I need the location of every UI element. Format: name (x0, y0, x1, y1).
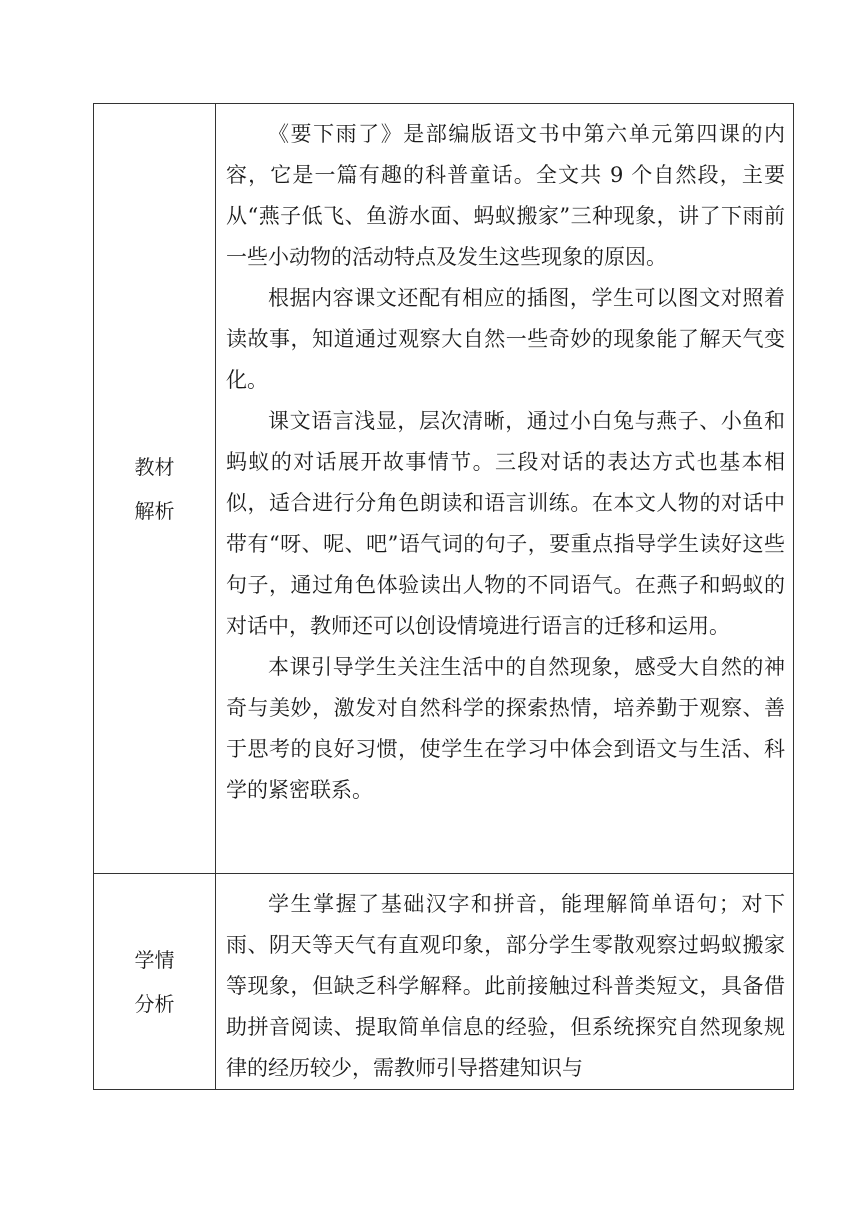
paragraph: 学生掌握了基础汉字和拼音，能理解简单语句；对下雨、阴天等天气有直观印象，部分学生零散观察过蚂蚁搬家等现象，但缺乏科学解释。此前接触过科普类短文，具备借助拼音阅读、提取简单信息的经验，但系统探究自然现象规律的经历较少，需教师引导搭建知识与 (226, 892, 785, 1080)
paragraph: 本课引导学生关注生活中的自然现象，感受大自然的神奇与美妙，激发对自然科学的探索热情，培养勤于观察、善于思考的良好习惯，使学生在学习中体会到语文与生活、科学的紧密联系。 (226, 655, 785, 802)
table-row-student-analysis (94, 874, 794, 1090)
row-label-line: 解析 (134, 498, 175, 523)
row-label-textbook-analysis (94, 104, 216, 874)
row-label-student-analysis (94, 874, 216, 1090)
row-content-student-analysis (216, 874, 794, 1090)
paragraph: 课文语言浅显，层次清晰，通过小白兔与燕子、小鱼和蚂蚁的对话展开故事情节。三段对话的表达方式也基本相似，适合进行分角色朗读和语言训练。在本文人物的对话中带有“呀、呢、吧”语气词的句子，要重点指导学生读好这些句子，通过角色体验读出人物的不同语气。在燕子和蚂蚁的对话中，教师还可以创设情境进行语言的迁移和运用。 (226, 409, 785, 638)
row-label-line: 教材 (134, 454, 175, 479)
row-label-line: 学情 (134, 947, 175, 972)
table-row-textbook-analysis (94, 104, 794, 874)
row-content-textbook-analysis (216, 104, 794, 874)
lesson-plan-table (93, 103, 794, 1090)
row-label-line: 分析 (134, 991, 175, 1016)
paragraph: 《要下雨了》是部编版语文书中第六单元第四课的内容，它是一篇有趣的科普童话。全文共 9 个自然段，主要从“燕子低飞、鱼游水面、蚂蚁搬家”三种现象，讲了下雨前一些小动物的活动特点及发生这些现象的原因。 (226, 122, 785, 269)
paragraph: 根据内容课文还配有相应的插图，学生可以图文对照着读故事，知道通过观察大自然一些奇妙的现象能了解天气变化。 (226, 286, 785, 392)
